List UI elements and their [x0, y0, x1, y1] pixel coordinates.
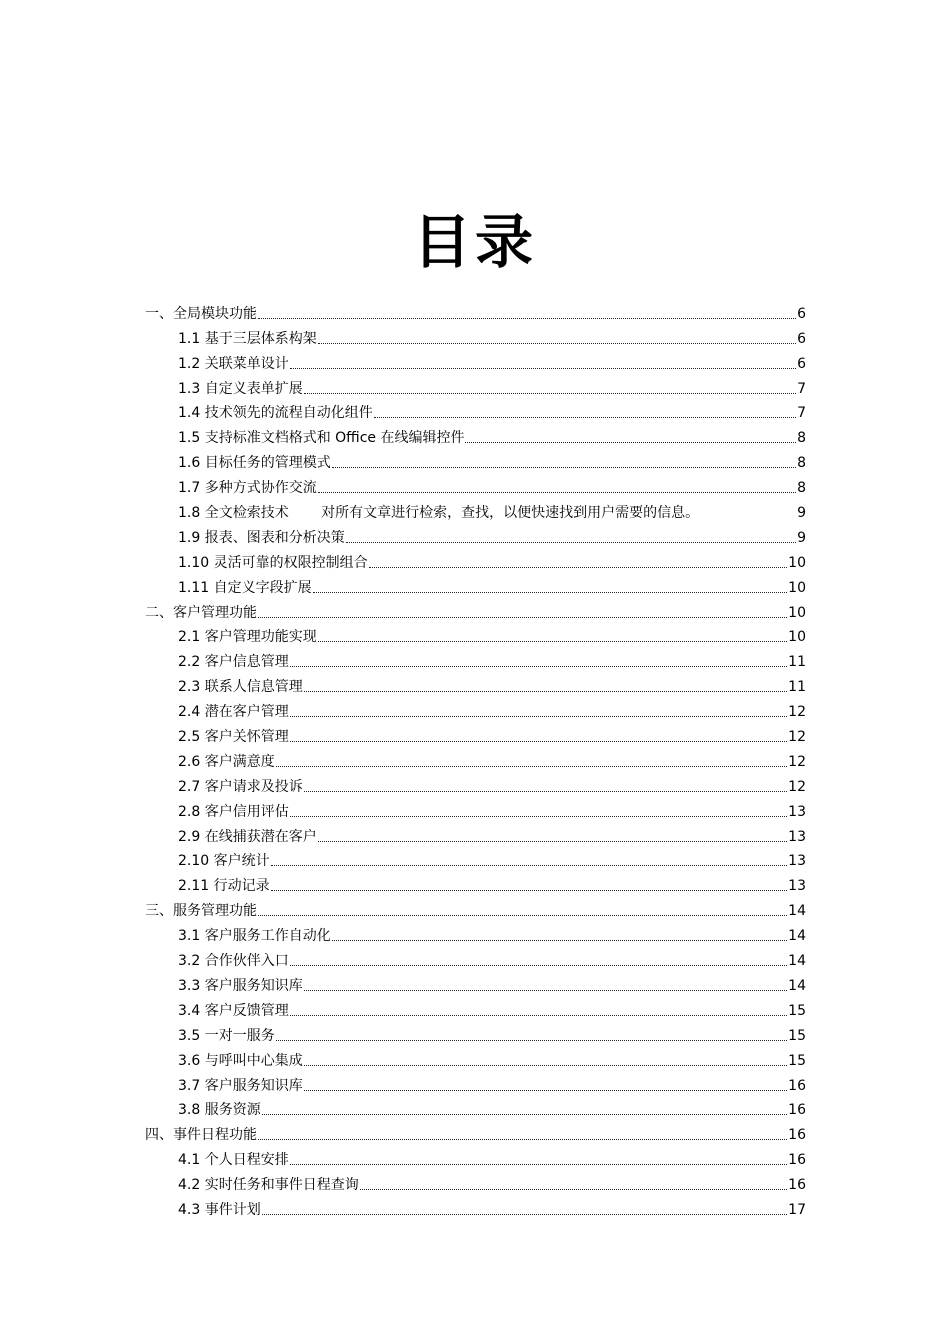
toc-subsection-entry[interactable] [145, 472, 806, 497]
toc-page-number: 8 [797, 480, 806, 497]
toc-entry-label: 3.1 客户服务工作自动化 [178, 928, 331, 945]
toc-dot-leader [304, 690, 787, 692]
toc-subsection-entry[interactable] [145, 721, 806, 746]
toc-entry-label: 3.3 客户服务知识库 [178, 977, 303, 994]
toc-page-number: 14 [788, 953, 806, 970]
toc-entry-label: 2.3 联系人信息管理 [178, 679, 303, 696]
toc-page-number: 13 [788, 828, 806, 845]
toc-page-number: 6 [797, 355, 806, 372]
toc-dot-leader [304, 790, 787, 792]
toc-subsection-entry[interactable] [145, 846, 806, 871]
toc-page-number: 14 [788, 903, 806, 920]
toc-section-entry[interactable] [145, 895, 806, 920]
toc-entry-label: 2.5 客户关怀管理 [178, 729, 289, 746]
toc-entry-label: 三、服务管理功能 [145, 903, 257, 920]
toc-section-entry[interactable] [145, 597, 806, 622]
toc-dot-leader [258, 914, 787, 916]
toc-subsection-entry[interactable] [145, 373, 806, 398]
toc-subsection-entry[interactable] [145, 1045, 806, 1070]
toc-page-number: 12 [788, 778, 806, 795]
toc-subsection-entry[interactable] [145, 547, 806, 572]
toc-entry-label: 4.1 个人日程安排 [178, 1152, 289, 1169]
toc-entry-label: 一、全局模块功能 [145, 305, 257, 322]
toc-page-number: 7 [797, 380, 806, 397]
toc-page-number: 12 [788, 729, 806, 746]
toc-entry-label: 2.10 客户统计 [178, 853, 270, 870]
toc-dot-leader [360, 1188, 787, 1190]
toc-entry-label: 1.4 技术领先的流程自动化组件 [178, 405, 373, 422]
toc-subsection-entry[interactable] [145, 348, 806, 373]
toc-entry-label: 2.2 客户信息管理 [178, 654, 289, 671]
toc-page-number: 9 [797, 505, 806, 522]
toc-dot-leader [318, 491, 796, 493]
toc-subsection-entry[interactable] [145, 945, 806, 970]
toc-page-number: 12 [788, 753, 806, 770]
toc-dot-leader [290, 964, 787, 966]
toc-entry-label: 1.8 全文检索技术 对所有文章进行检索，查找，以便快速找到用户需要的信息。 [178, 505, 700, 522]
toc-entry-label: 3.6 与呼叫中心集成 [178, 1052, 303, 1069]
toc-entry-label: 2.7 客户请求及投诉 [178, 778, 303, 795]
toc-dot-leader [332, 939, 787, 941]
toc-dot-leader [465, 441, 796, 443]
toc-dot-leader [276, 765, 787, 767]
toc-page-number: 10 [788, 579, 806, 596]
toc-page-number: 13 [788, 803, 806, 820]
toc-entry-label: 3.8 服务资源 [178, 1102, 261, 1119]
toc-section-entry[interactable] [145, 298, 806, 323]
toc-dot-leader [304, 392, 796, 394]
toc-subsection-entry[interactable] [145, 970, 806, 995]
toc-entry-label: 2.11 行动记录 [178, 878, 270, 895]
toc-page-number: 16 [788, 1102, 806, 1119]
toc-dot-leader [258, 1138, 787, 1140]
toc-dot-leader [318, 840, 787, 842]
toc-entry-label: 3.7 客户服务知识库 [178, 1077, 303, 1094]
toc-page-number: 10 [788, 629, 806, 646]
toc-entry-label: 3.4 客户反馈管理 [178, 1002, 289, 1019]
toc-page-number: 8 [797, 430, 806, 447]
toc-dot-leader [290, 715, 787, 717]
toc-entry-label: 2.4 潜在客户管理 [178, 704, 289, 721]
toc-dot-leader [271, 864, 788, 866]
toc-entry-label: 二、客户管理功能 [145, 604, 257, 621]
toc-entry-label: 1.10 灵活可靠的权限控制组合 [178, 554, 368, 571]
toc-dot-leader [304, 1064, 787, 1066]
toc-dot-leader [369, 566, 788, 568]
toc-dot-leader [271, 889, 788, 891]
toc-subsection-entry[interactable] [145, 572, 806, 597]
toc-entry-label: 1.1 基于三层体系构架 [178, 330, 317, 347]
toc-entry-label: 3.2 合作伙伴入口 [178, 953, 289, 970]
page-title: 目录 [412, 208, 537, 276]
toc-page-number: 11 [788, 679, 806, 696]
toc-subsection-entry[interactable] [145, 1095, 806, 1120]
toc-subsection-entry[interactable] [145, 522, 806, 547]
toc-subsection-entry[interactable] [145, 821, 806, 846]
toc-subsection-entry[interactable] [145, 1070, 806, 1095]
toc-dot-leader [332, 466, 796, 468]
toc-dot-leader [318, 342, 796, 344]
toc-dot-leader [304, 989, 787, 991]
toc-page-number: 9 [797, 529, 806, 546]
toc-subsection-entry[interactable] [145, 1194, 806, 1219]
toc-subsection-entry[interactable] [145, 497, 806, 522]
toc-page-number: 6 [797, 305, 806, 322]
toc-subsection-entry[interactable] [145, 646, 806, 671]
toc-page-number: 10 [788, 604, 806, 621]
toc-page-number: 15 [788, 1027, 806, 1044]
toc-dot-leader [262, 1213, 787, 1215]
toc-dot-leader [290, 1163, 787, 1165]
toc-entry-label: 2.9 在线捕获潜在客户 [178, 828, 317, 845]
toc-dot-leader [276, 1039, 787, 1041]
toc-subsection-entry[interactable] [145, 1144, 806, 1169]
toc-subsection-entry[interactable] [145, 1169, 806, 1194]
toc-subsection-entry[interactable] [145, 422, 806, 447]
toc-dot-leader [374, 416, 796, 418]
toc-dot-leader [313, 591, 788, 593]
toc-dot-leader [346, 541, 796, 543]
toc-page-number: 13 [788, 853, 806, 870]
toc-subsection-entry[interactable] [145, 995, 806, 1020]
toc-entry-label: 4.3 事件计划 [178, 1201, 261, 1218]
toc-entry-label: 1.3 自定义表单扩展 [178, 380, 303, 397]
toc-entry-label: 2.6 客户满意度 [178, 753, 275, 770]
toc-entry-label: 1.2 关联菜单设计 [178, 355, 289, 372]
toc-page-number: 15 [788, 1002, 806, 1019]
toc-dot-leader [290, 367, 796, 369]
toc-subsection-entry[interactable] [145, 796, 806, 821]
toc-page-number: 16 [788, 1177, 806, 1194]
toc-subsection-entry[interactable] [145, 920, 806, 945]
toc-page-number: 12 [788, 704, 806, 721]
toc-dot-leader [304, 1089, 787, 1091]
toc-entry-label: 4.2 实时任务和事件日程查询 [178, 1177, 359, 1194]
table-of-contents [145, 298, 806, 1219]
toc-entry-label: 1.9 报表、图表和分析决策 [178, 529, 345, 546]
toc-page-number: 10 [788, 554, 806, 571]
toc-page-number: 7 [797, 405, 806, 422]
toc-dot-leader [290, 1014, 787, 1016]
toc-entry-label: 3.5 一对一服务 [178, 1027, 275, 1044]
toc-subsection-entry[interactable] [145, 447, 806, 472]
toc-section-entry[interactable] [145, 1119, 806, 1144]
toc-page-number: 15 [788, 1052, 806, 1069]
toc-dot-leader [290, 815, 787, 817]
toc-page-number: 16 [788, 1077, 806, 1094]
toc-page-number: 13 [788, 878, 806, 895]
toc-subsection-entry[interactable] [145, 1020, 806, 1045]
toc-page-number: 14 [788, 977, 806, 994]
toc-dot-leader [318, 640, 787, 642]
toc-subsection-entry[interactable] [145, 746, 806, 771]
toc-page-number: 8 [797, 455, 806, 472]
toc-subsection-entry[interactable] [145, 696, 806, 721]
toc-subsection-entry[interactable] [145, 398, 806, 423]
toc-page-number: 17 [788, 1201, 806, 1218]
toc-dot-leader [258, 616, 787, 618]
toc-page-number: 14 [788, 928, 806, 945]
toc-subsection-entry[interactable] [145, 671, 806, 696]
toc-page-number: 6 [797, 330, 806, 347]
toc-entry-label: 1.7 多种方式协作交流 [178, 480, 317, 497]
toc-entry-label: 四、事件日程功能 [145, 1127, 257, 1144]
toc-entry-label: 2.1 客户管理功能实现 [178, 629, 317, 646]
toc-entry-label: 1.11 自定义字段扩展 [178, 579, 312, 596]
toc-entry-label: 1.6 目标任务的管理模式 [178, 455, 331, 472]
toc-subsection-entry[interactable] [145, 771, 806, 796]
toc-subsection-entry[interactable] [145, 323, 806, 348]
toc-dot-leader [258, 317, 796, 319]
toc-entry-label: 2.8 客户信用评估 [178, 803, 289, 820]
toc-subsection-entry[interactable] [145, 870, 806, 895]
toc-subsection-entry[interactable] [145, 622, 806, 647]
toc-dot-leader [262, 1113, 787, 1115]
toc-page-number: 16 [788, 1127, 806, 1144]
toc-page-number: 11 [788, 654, 806, 671]
toc-dot-leader [290, 665, 787, 667]
toc-entry-label: 1.5 支持标准文档格式和 Office 在线编辑控件 [178, 430, 465, 447]
toc-page-number: 16 [788, 1152, 806, 1169]
toc-dot-leader [290, 740, 787, 742]
